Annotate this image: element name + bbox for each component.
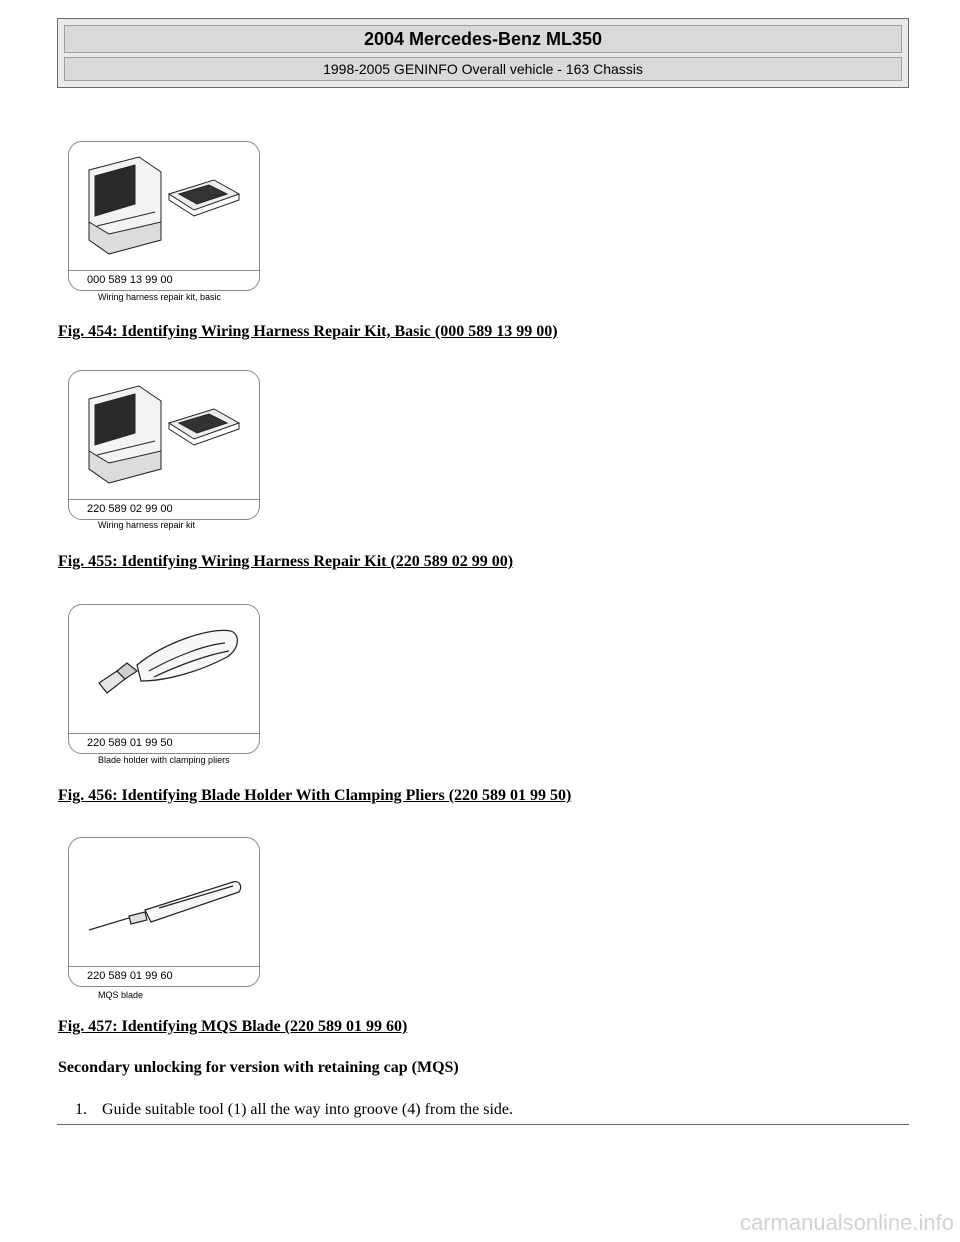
document-header [57,18,909,88]
watermark: carmanualsonline.info [739,1210,954,1235]
repair-kit-case-illustration [69,142,260,272]
blade-holder-illustration [69,605,260,735]
figure-457-image [68,837,260,987]
step-number: 1. [75,1101,87,1118]
document-title: 2004 Mercedes-Benz ML350 [64,25,902,53]
figure-454-part-number: 000 589 13 99 00 [69,270,259,290]
figure-455-part-number: 220 589 02 99 00 [69,499,259,519]
figure-454-subcaption: Wiring harness repair kit, basic [98,292,222,302]
document-subtitle: 1998-2005 GENINFO Overall vehicle - 163 Chassis [64,57,902,81]
figure-455-subcaption: Wiring harness repair kit [98,520,196,530]
figure-455-image [68,370,260,520]
mqs-blade-illustration [69,838,260,968]
step-item [75,1101,513,1119]
figure-457-caption[interactable]: Fig. 457: Identifying MQS Blade (220 589 01 99 60) [58,1018,408,1035]
figure-454-caption[interactable]: Fig. 454: Identifying Wiring Harness Repair Kit, Basic (000 589 13 99 00) [58,323,558,340]
figure-457-subcaption: MQS blade [98,990,144,1000]
figure-456-part-number: 220 589 01 99 50 [69,733,259,753]
figure-456-subcaption: Blade holder with clamping pliers [98,755,230,765]
figure-457-part-number: 220 589 01 99 60 [69,966,259,986]
repair-kit-case-illustration [69,371,260,501]
section-title: Secondary unlocking for version with retaining cap (MQS) [58,1059,459,1076]
figure-456-image [68,604,260,754]
step-text: Guide suitable tool (1) all the way into groove (4) from the side. [102,1101,514,1118]
figure-456-caption[interactable]: Fig. 456: Identifying Blade Holder With Clamping Pliers (220 589 01 99 50) [58,787,572,804]
figure-454-image [68,141,260,291]
figure-455-caption[interactable]: Fig. 455: Identifying Wiring Harness Repair Kit (220 589 02 99 00) [58,553,514,570]
bottom-divider [57,1124,909,1125]
